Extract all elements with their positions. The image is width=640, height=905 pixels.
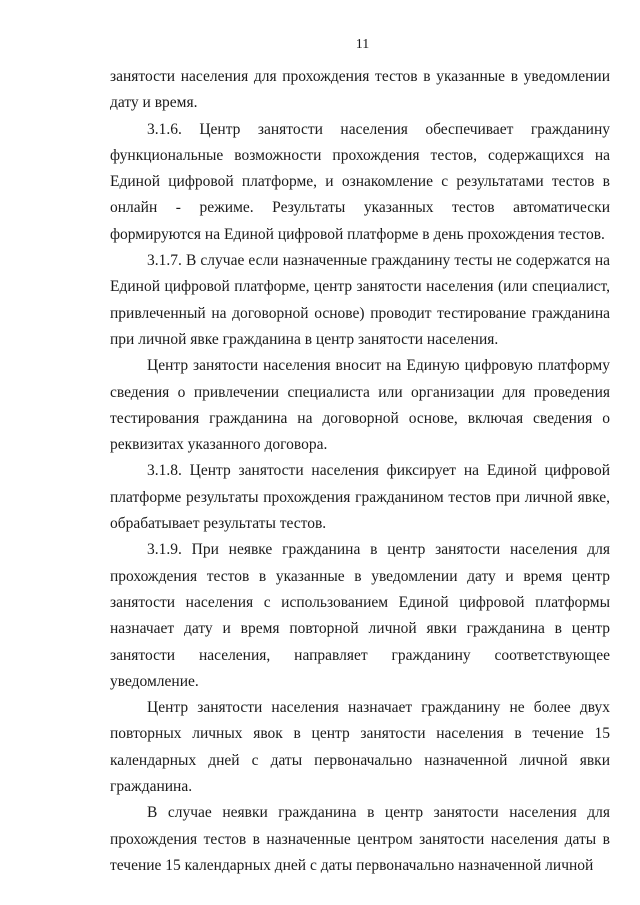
page-number: 11 [355,37,370,52]
paragraph-3-1-7-contract-details: Центр занятости населения вносит на Единую цифровую платформу сведения о привлечении специалиста или организации для проведения тестирования гражданина на договорной основе, включая сведения о реквизитах указанного договора. [110,357,610,454]
paragraph-3-1-7: 3.1.7. В случае если назначенные гражданину тесты не содержатся на Единой цифровой платформе, центр занятости населения (или специалист, привлеченный на договорной основе) проводит тестирование гражданина при личной явке гражданина в центр занятости населения. [110,252,610,348]
document-body [110,64,610,879]
paragraph-3-1-9-no-show: В случае неявки гражданина в центр занятости населения для прохождения тестов в назначенные центром занятости населения даты в течение 15 календарных дней с даты первоначально назначенной личной [110,804,610,874]
paragraph-3-1-8: 3.1.8. Центр занятости населения фиксирует на Единой цифровой платформе результаты прохождения гражданином тестов при личной явке, обрабатывает результаты тестов. [110,462,610,533]
paragraph-3-1-6: 3.1.6. Центр занятости населения обеспечивает гражданину функциональные возможности прохождения тестов, содержащихся на Единой цифровой платформе, и ознакомление с результатами тестов в онлайн - режиме. Результаты указанных тестов автоматически формируются на Единой цифровой платформе в день прохождения тестов. [110,120,610,243]
paragraph-3-1-9-repeat-visits: Центр занятости населения назначает гражданину не более двух повторных личных явок в центр занятости населения в течение 15 календарных дней с даты первоначально назначенной личной явки гражданина. [110,699,610,796]
paragraph-3-1-9: 3.1.9. При неявке гражданина в центр занятости населения для прохождения тестов в указанные в уведомлении дату и время центр занятости населения с использованием Единой цифровой платформы назначает дату и время повторной личной явки гражданина в центр занятости населения, направляет гражданину соответствующее уведомление. [110,541,610,690]
paragraph-continuation: занятости населения для прохождения тестов в указанные в уведомлении дату и время. [110,68,610,112]
